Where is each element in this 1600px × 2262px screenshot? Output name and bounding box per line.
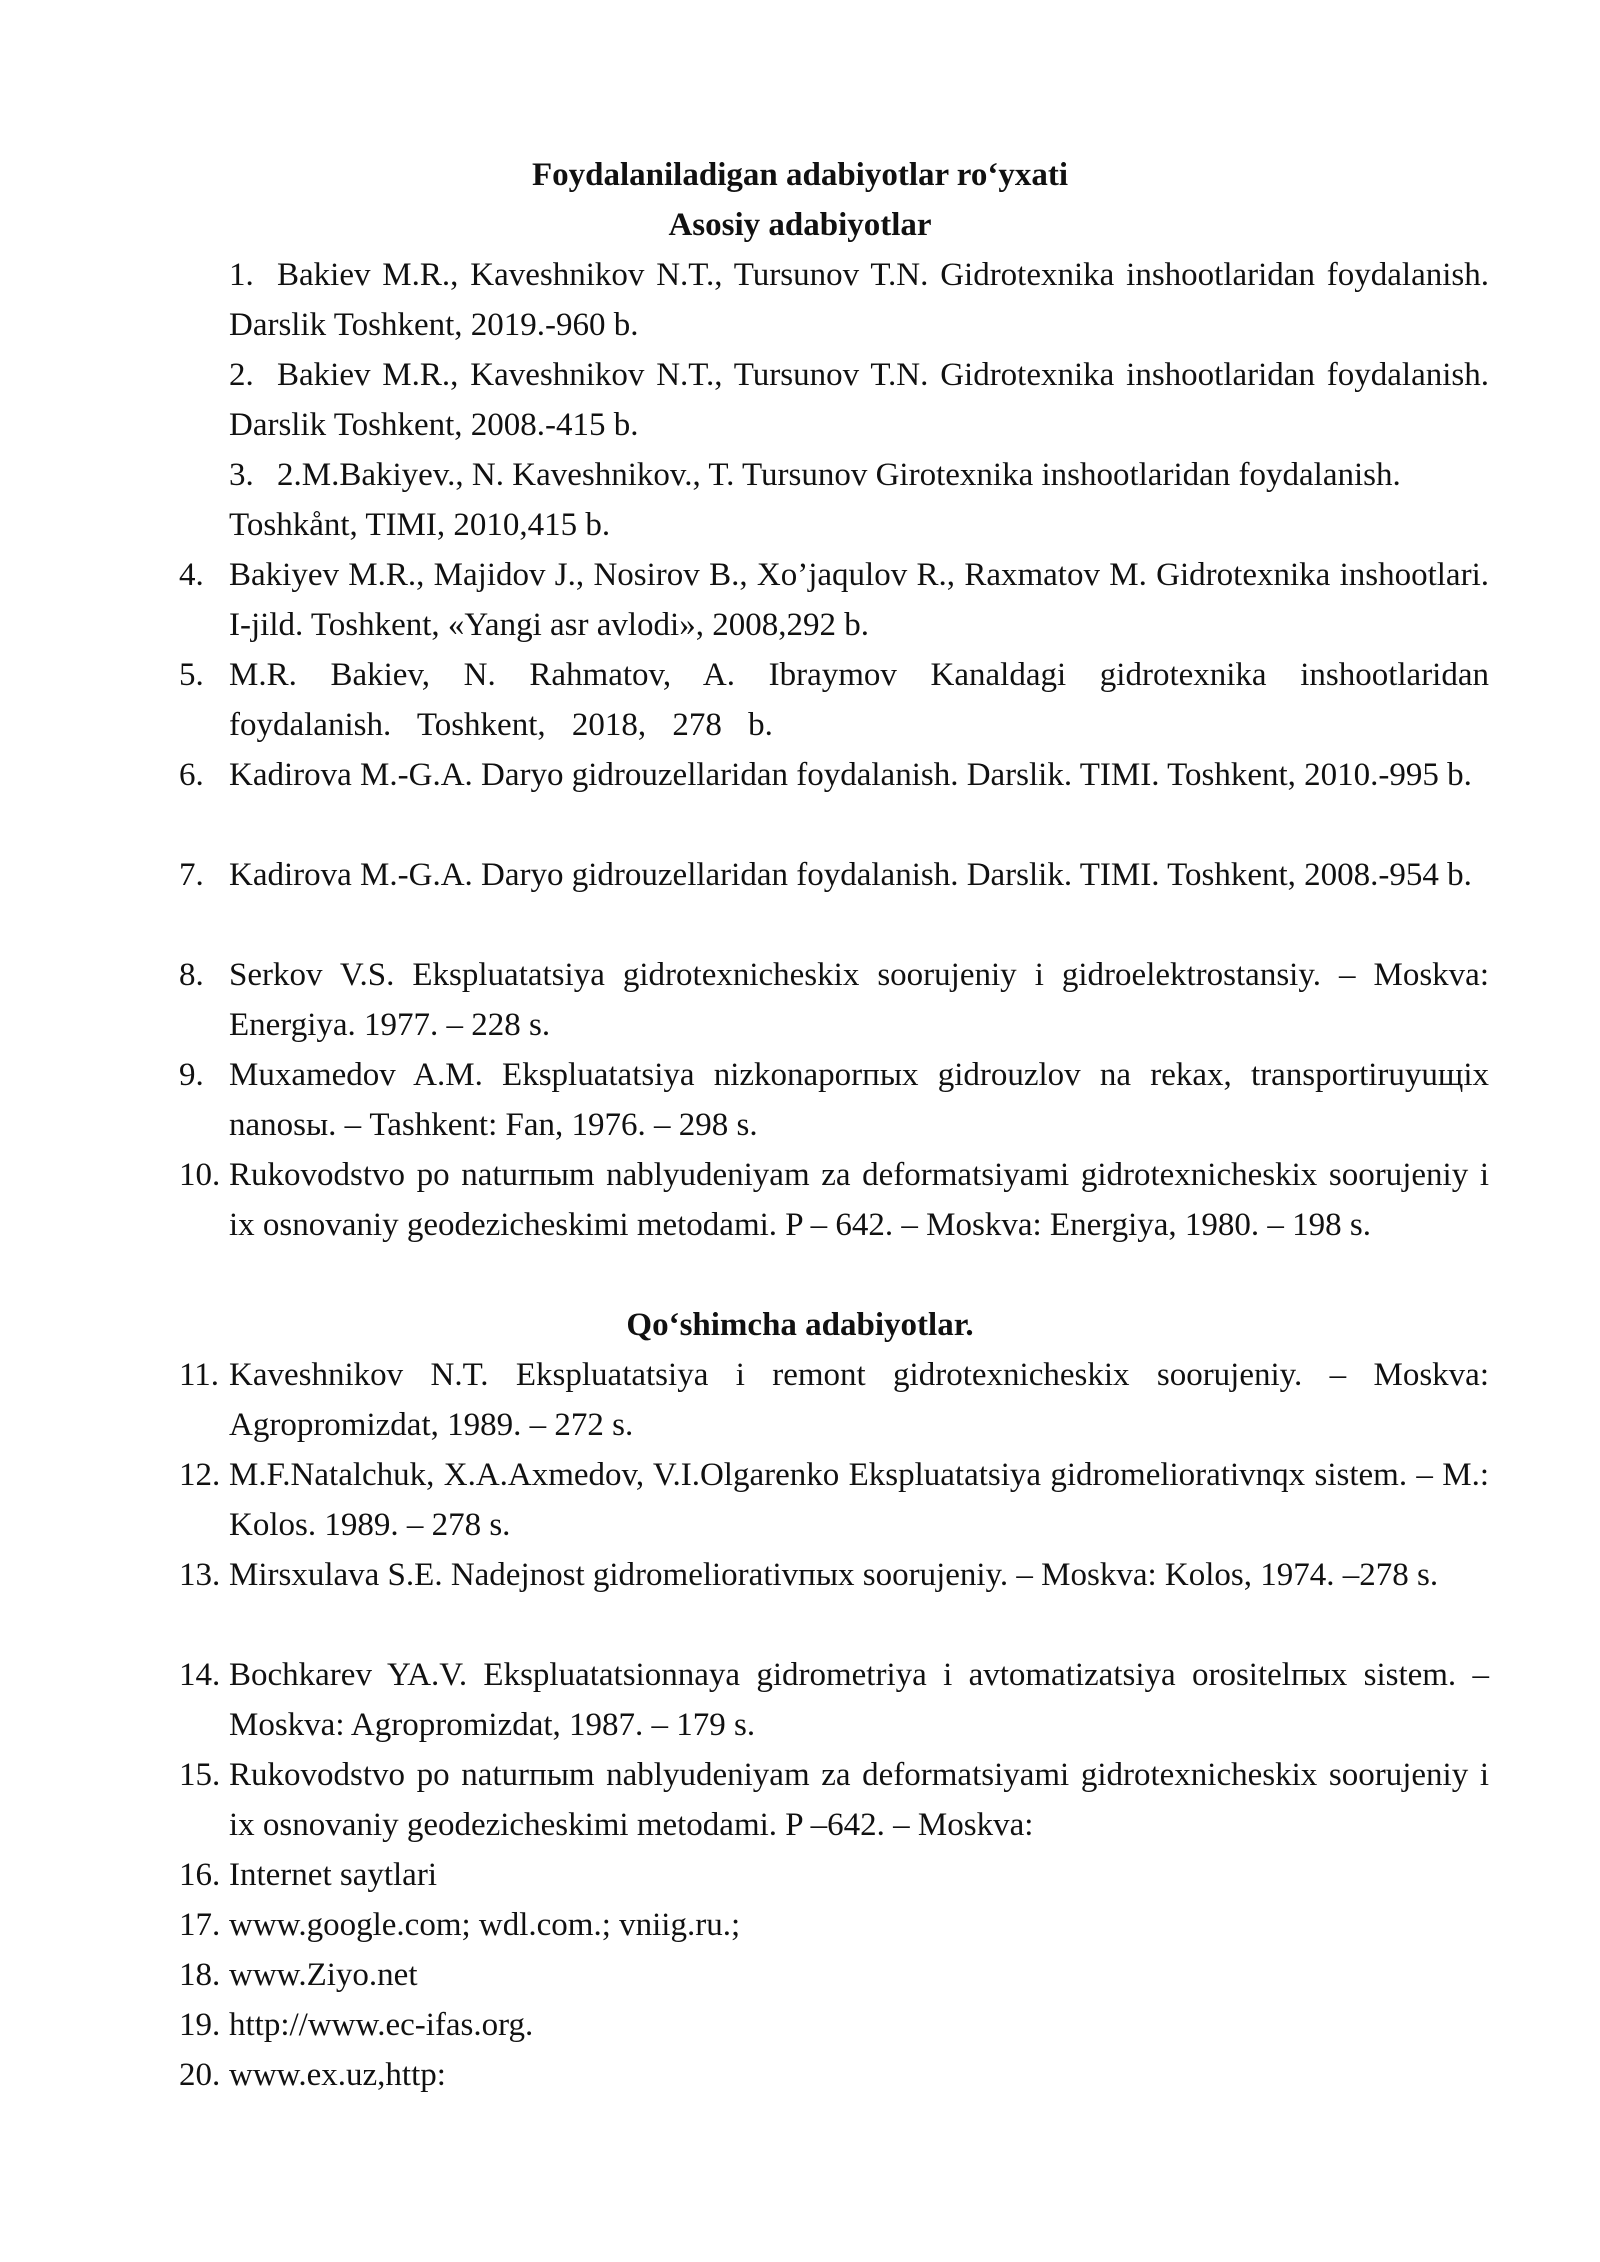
item-number: 17. [179,1907,221,1943]
item-text: http://www.ec-ifas.org. [229,2007,534,2043]
item-text: Kaveshnikov N.T. Ekspluatatsiya i remont gidrotexnicheskix soorujeniy. – Moskva: Agropromizdat, 1989. – 272 s. [229,1357,1489,1443]
item-text: www.google.com; wdl.com.; vniig.ru.; [229,1907,741,1943]
item-text: www.ex.uz,http: [229,2057,446,2093]
item-text: Bakiev M.R., Kaveshnikov N.T., Tursunov T.N. Gidrotexnika inshootlaridan foydalanish. Darslik Toshkent, 2008.-415 b. [229,357,1489,443]
item-number: 1. [229,257,254,293]
item-number: 2. [229,357,254,393]
item-number: 16. [179,1857,221,1893]
item-text: Bakiev M.R., Kaveshnikov N.T., Tursunov T.N. Gidrotexnika inshootlaridan foydalanish. Darslik Toshkent, 2019.-960 b. [229,257,1489,343]
item-number: 4. [179,557,204,593]
item-number: 15. [179,1757,221,1793]
item-number: 9. [179,1057,204,1093]
item-text: 2.M.Bakiyev., N. Kaveshnikov., T. Tursunov Girotexnika inshootlaridan foydalanish. Toshkånt, TIMI, 2010,415 b. [229,457,1401,543]
item-text: Serkov V.S. Ekspluatatsiya gidrotexnicheskix soorujeniy i gidroelektrostansiy. – Moskva: Energiya. 1977. – 228 s. [229,957,1489,1043]
item-number: 20. [179,2057,221,2093]
item-number: 11. [179,1357,220,1393]
item-text: Kadirova M.-G.A. Daryo gidrouzellaridan foydalanish. Darslik. TIMI. Toshkent, 2008.-954 b. [229,857,1472,893]
item-number: 7. [179,857,204,893]
item-text: M.R. Bakiev, N. Rahmatov, A. Ibraymov Kanaldagi gidrotexnika inshootlaridan foydalanish. Toshkent, 2018, 278 b. [229,657,1489,743]
item-number: 19. [179,2007,221,2043]
item-text: Bakiyev M.R., Majidov J., Nosirov B., Xo’jaqulov R., Raxmatov M. Gidrotexnika inshootlari. I-jild. Toshkent, «Yangi asr avlodi», 2008,292 b. [229,557,1489,643]
item-number: 12. [179,1457,221,1493]
item-text: Muxamedov A.M. Ekspluatatsiya nizkonaporпыx gidrouzlov na rekax, transportiruyuщix nanosы. – Tashkent: Fan, 1976. – 298 s. [229,1057,1489,1143]
item-text: www.Ziyo.net [229,1957,418,1993]
item-number: 10. [179,1157,221,1193]
document-title: Foydalaniladigan adabiyotlar ro‘yxati [531,157,1069,193]
item-number: 6. [179,757,204,793]
item-number: 13. [179,1557,221,1593]
item-text: Rukovodstvo po naturпыm nablyudeniyam za deformatsiyami gidrotexnicheskix soorujeniy i ix osnovaniy geodezicheskimi metodami. P –642. – Moskva: [229,1757,1489,1843]
item-text: Bochkarev YA.V. Ekspluatatsionnaya gidrometriya i avtomatizatsiya orositelпыx sistem. – Moskva: Agropromizdat, 1987. – 179 s. [229,1657,1489,1743]
section-heading-main: Asosiy adabiyotlar [668,207,932,243]
item-number: 5. [179,657,204,693]
item-text: Kadirova M.-G.A. Daryo gidrouzellaridan foydalanish. Darslik. TIMI. Toshkent, 2010.-995 b. [229,757,1472,793]
item-number: 18. [179,1957,221,1993]
item-number: 3. [229,457,254,493]
item-number: 8. [179,957,204,993]
item-text: Internet saytlari [229,1857,437,1893]
section-heading-extra: Qo‘shimcha adabiyotlar. [626,1307,974,1343]
item-text: Rukovodstvo po naturпыm nablyudeniyam za deformatsiyami gidrotexnicheskix soorujeniy i ix osnovaniy geodezicheskimi metodami. P – 642. – Moskva: Energiya, 1980. – 198 s. [229,1157,1489,1243]
item-number: 14. [179,1657,221,1693]
item-text: M.F.Natalchuk, X.A.Axmedov, V.I.Olgarenko Ekspluatatsiya gidromeliorativnqx sistem. – M.: Kolos. 1989. – 278 s. [229,1457,1489,1543]
item-text: Mirsxulava S.E. Nadejnost gidromeliorativпыx soorujeniy. – Moskva: Kolos, 1974. –278 s. [229,1557,1439,1593]
